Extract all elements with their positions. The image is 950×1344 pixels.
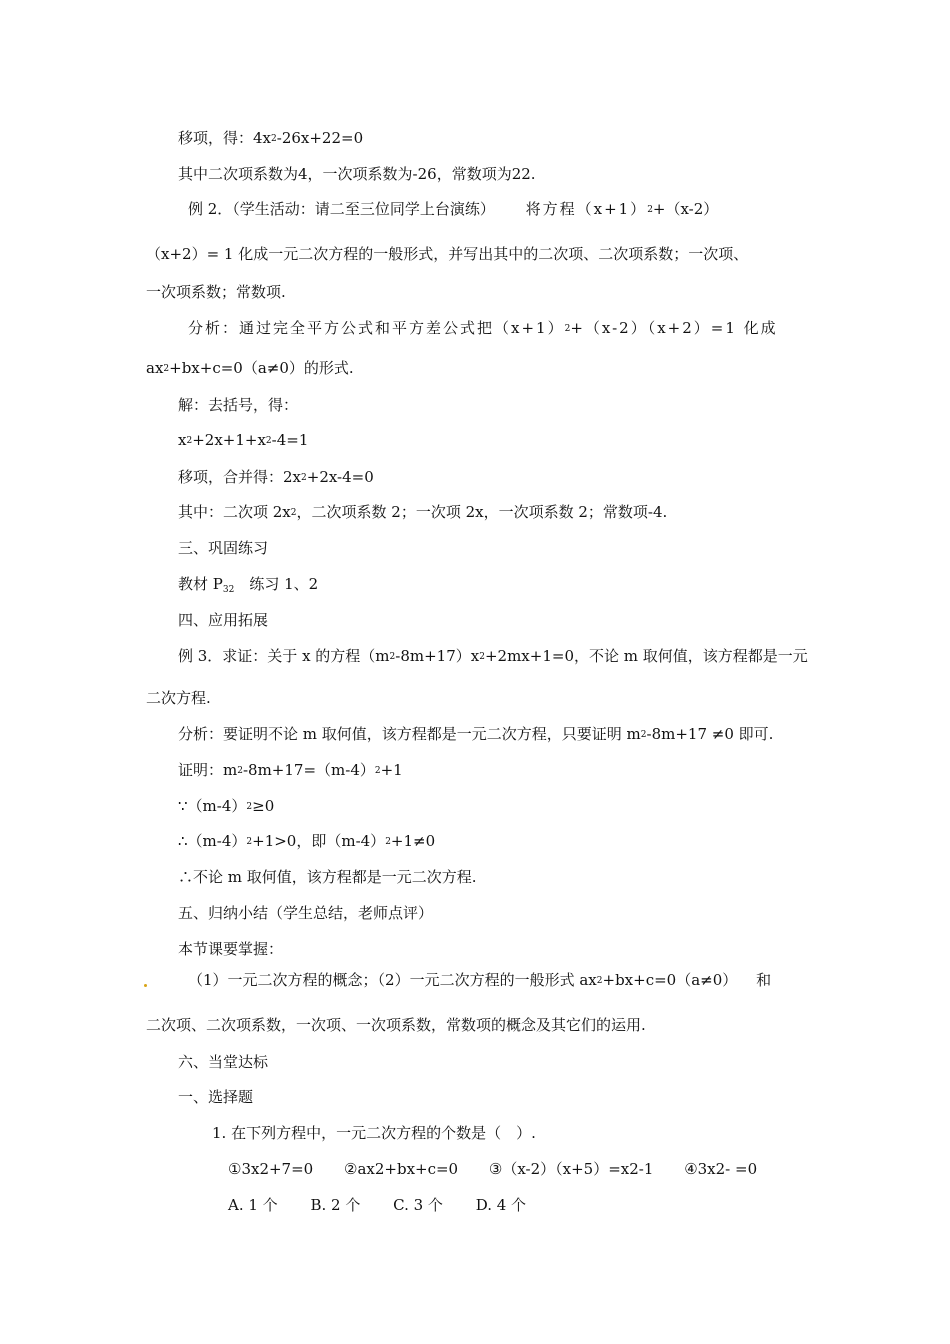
- text: +2mx+1=0，不论 m 取何值，该方程都是一元: [484, 647, 808, 665]
- text: 教材 P: [178, 575, 223, 593]
- text: +1>0，即（m-4）: [252, 832, 386, 850]
- text: 证明：m: [178, 761, 238, 779]
- line-21: ∴不论 m 取何值，该方程都是一元二次方程.: [178, 868, 477, 886]
- subscript: 32: [222, 585, 235, 595]
- line-25: 二次项、二次项系数，一次项、一次项系数，常数项的概念及其它们的运用.: [146, 1016, 646, 1034]
- text: -8m+17=（m-4）: [242, 761, 375, 779]
- superscript: 2: [479, 652, 485, 662]
- marker-dot: [144, 984, 147, 987]
- choice-b: B. 2 个: [310, 1196, 361, 1214]
- text: +（x-2）: [652, 200, 719, 218]
- text: 其中：二次项 2x: [178, 503, 291, 521]
- superscript: 2: [389, 652, 396, 662]
- option-2: ②ax2+bx+c=0: [344, 1160, 459, 1178]
- superscript: 2: [163, 364, 170, 374]
- option-1: ①3x2+7=0: [228, 1160, 314, 1178]
- question-1: 1. 在下列方程中，一元二次方程的个数是（ ）.: [212, 1124, 536, 1142]
- text: +1≠0: [390, 832, 436, 850]
- choice-a: A. 1 个: [228, 1196, 278, 1214]
- line-17: [178, 724, 773, 744]
- text: ∴（m-4）: [178, 832, 247, 850]
- text: （1）一元二次方程的概念；（2）一元二次方程的一般形式 ax: [188, 971, 597, 989]
- text: +1: [380, 761, 403, 779]
- text: +2x-4=0: [306, 468, 374, 486]
- text: 例 3．求证：关于 x 的方程（m: [178, 647, 390, 665]
- line-18: [178, 760, 403, 780]
- line-20: [178, 831, 435, 851]
- superscript: 2: [301, 473, 307, 483]
- line-15: [178, 646, 808, 666]
- superscript: 2: [237, 766, 243, 776]
- superscript: 2: [640, 730, 647, 740]
- choice-d: D. 4 个: [475, 1196, 527, 1214]
- line-5: 一次项系数；常数项.: [146, 283, 286, 301]
- line-2: 其中二次项系数为4，一次项系数为-26，常数项为22.: [178, 165, 536, 183]
- section-heading: 四、应用拓展: [178, 611, 269, 629]
- superscript: 2: [265, 436, 272, 446]
- line-16: 二次方程.: [146, 689, 211, 707]
- text: ax: [146, 359, 164, 377]
- section-heading: 一、选择题: [178, 1088, 254, 1106]
- text: +bx+c=0（a≠0）的形式.: [169, 359, 354, 377]
- superscript: 2: [186, 436, 193, 446]
- text: 和: [756, 971, 772, 989]
- text: -4=1: [271, 431, 309, 449]
- text: 移项，得：4x: [178, 129, 272, 147]
- section-heading: 三、巩固练习: [178, 539, 269, 557]
- text: x: [178, 431, 187, 449]
- line-19: [178, 796, 274, 816]
- line-9: [178, 430, 308, 450]
- text: +2x+1+x: [192, 431, 266, 449]
- superscript: 2: [246, 837, 253, 847]
- text: 将方程（x+1）: [525, 200, 648, 218]
- choice-c: C. 3 个: [393, 1196, 443, 1214]
- text: -8m+17 ≠0 即可.: [646, 725, 774, 743]
- text: ，二次项系数 2；一次项 2x，一次项系数 2；常数项-4.: [296, 503, 668, 521]
- line-11: [178, 502, 667, 522]
- text: 分析：通过完全平方公式和平方差公式把（x+1）: [188, 319, 565, 337]
- superscript: 2: [596, 976, 603, 986]
- text: +（x-2）（x+2）=1 化成: [570, 319, 778, 337]
- text: ≥0: [252, 797, 275, 815]
- line-6: [188, 318, 778, 338]
- text: 练习 1、2: [234, 575, 319, 593]
- line-13: [178, 574, 318, 594]
- line-8: 解：去括号，得：: [178, 396, 299, 414]
- line-4: （x+2）= 1 化成一元二次方程的一般形式，并写出其中的二次项、二次项系数；一次项、: [146, 245, 749, 263]
- line-23: 本节课要掌握：: [178, 940, 284, 958]
- text: +bx+c=0（a≠0）: [602, 971, 738, 989]
- text: 移项，合并得：2x: [178, 468, 302, 486]
- question-options: [228, 1159, 757, 1179]
- superscript: 2: [647, 205, 653, 215]
- section-heading: 五、归纳小结（学生总结，老师点评）: [178, 904, 434, 922]
- option-4: ④3x2- =0: [684, 1160, 758, 1178]
- line-10: [178, 467, 374, 487]
- line-3: [188, 199, 718, 219]
- superscript: 2: [385, 837, 391, 847]
- superscript: 2: [564, 324, 571, 334]
- answer-choices: [228, 1195, 526, 1215]
- superscript: 2: [246, 802, 253, 812]
- line-1: [178, 128, 363, 148]
- text: 分析：要证明不论 m 取何值，该方程都是一元二次方程，只要证明 m: [178, 725, 641, 743]
- line-7: [146, 358, 354, 378]
- superscript: 2: [290, 508, 297, 518]
- option-3: ③（x-2）（x+5）=x2-1: [488, 1160, 654, 1178]
- text: ∵（m-4）: [178, 797, 247, 815]
- text: -8m+17）x: [395, 647, 480, 665]
- text: 例 2．（学生活动：请二至三位同学上台演练）: [188, 200, 495, 218]
- text: -26x+22=0: [276, 129, 364, 147]
- superscript: 2: [271, 134, 277, 144]
- section-heading: 六、当堂达标: [178, 1053, 269, 1071]
- line-24: [188, 970, 771, 990]
- superscript: 2: [374, 766, 381, 776]
